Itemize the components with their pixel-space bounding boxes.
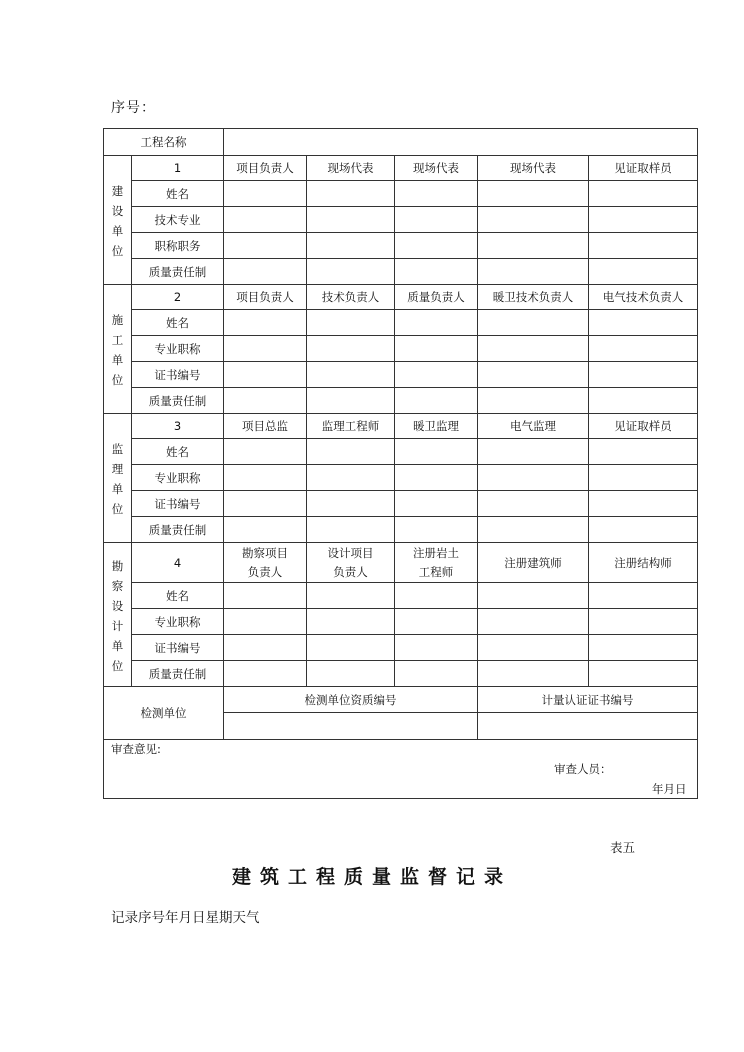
role-header: 现场代表 — [478, 156, 589, 181]
row-label: 姓名 — [132, 181, 224, 207]
input-cell[interactable] — [589, 609, 698, 635]
row-label: 证书编号 — [132, 491, 224, 517]
input-cell[interactable] — [589, 465, 698, 491]
input-cell[interactable] — [478, 388, 589, 414]
input-cell[interactable] — [307, 609, 395, 635]
section-char: 单 — [111, 224, 124, 238]
input-cell[interactable] — [589, 207, 698, 233]
input-cell[interactable] — [589, 661, 698, 687]
input-cell[interactable] — [224, 336, 307, 362]
input-cell[interactable] — [478, 181, 589, 207]
section-char: 监 — [111, 442, 124, 456]
review-opinion-label: 审查意见: — [111, 742, 161, 756]
row-label: 质量责任制 — [132, 661, 224, 687]
row-label: 职称职务 — [132, 233, 224, 259]
input-cell[interactable] — [589, 336, 698, 362]
input-cell[interactable] — [307, 661, 395, 687]
input-cell[interactable] — [307, 207, 395, 233]
row-label: 专业职称 — [132, 609, 224, 635]
table-row — [104, 465, 698, 491]
input-cell[interactable] — [395, 465, 478, 491]
record-info-line: 记录序号年月日星期天气 — [111, 910, 260, 926]
section-char: 设 — [111, 598, 124, 613]
input-cell[interactable] — [307, 635, 395, 661]
review-row — [104, 740, 698, 799]
input-cell[interactable] — [224, 388, 307, 414]
input-cell[interactable] — [307, 439, 395, 465]
input-cell[interactable] — [395, 388, 478, 414]
row-label: 技术专业 — [132, 207, 224, 233]
input-cell[interactable] — [224, 362, 307, 388]
table-row — [104, 336, 698, 362]
row-label: 质量责任制 — [132, 259, 224, 285]
role-header: 暖卫监理 — [395, 414, 478, 439]
role-line: 负责人 — [333, 565, 368, 579]
section-char: 单 — [111, 638, 124, 653]
testing-header-row — [104, 687, 698, 713]
input-cell[interactable] — [589, 583, 698, 609]
input-cell[interactable] — [589, 259, 698, 285]
section-char: 工 — [111, 333, 124, 347]
input-cell[interactable] — [395, 181, 478, 207]
survey-number: 4 — [132, 543, 224, 583]
input-cell[interactable] — [307, 388, 395, 414]
input-cell[interactable] — [224, 609, 307, 635]
survey-roles-row — [104, 543, 698, 583]
role-line: 负责人 — [247, 565, 283, 579]
input-cell[interactable] — [589, 439, 698, 465]
input-cell[interactable] — [224, 233, 307, 259]
input-cell[interactable] — [478, 583, 589, 609]
table-number: 表五 — [610, 840, 636, 855]
input-cell[interactable] — [307, 362, 395, 388]
section-char: 施 — [111, 313, 124, 327]
input-cell[interactable] — [307, 491, 395, 517]
role-header: 见证取样员 — [589, 414, 698, 439]
role-header: 注册结构师 — [589, 543, 698, 583]
survey-design-unit-label — [104, 543, 132, 687]
role-header: 项目负责人 — [224, 156, 307, 181]
input-cell[interactable] — [589, 517, 698, 543]
table-row — [104, 635, 698, 661]
input-cell[interactable] — [478, 609, 589, 635]
qualification-number-label: 检测单位资质编号 — [224, 687, 478, 713]
input-cell[interactable] — [224, 465, 307, 491]
role-header: 现场代表 — [307, 156, 395, 181]
table-row — [104, 517, 698, 543]
input-cell[interactable] — [224, 259, 307, 285]
row-label: 姓名 — [132, 583, 224, 609]
input-cell[interactable] — [589, 233, 698, 259]
section-char: 单 — [111, 353, 124, 367]
input-cell[interactable] — [589, 491, 698, 517]
table-row — [104, 207, 698, 233]
project-personnel-table — [103, 128, 698, 799]
table-row — [104, 661, 698, 687]
contractor-unit-label — [104, 285, 132, 414]
section-char: 位 — [111, 658, 124, 673]
input-cell[interactable] — [395, 661, 478, 687]
row-label: 姓名 — [132, 439, 224, 465]
input-cell[interactable] — [478, 233, 589, 259]
role-header: 见证取样员 — [589, 156, 698, 181]
section-char: 勘 — [111, 558, 124, 573]
role-header: 监理工程师 — [307, 414, 395, 439]
review-date-label: 年月日 — [652, 782, 687, 796]
table-row — [104, 181, 698, 207]
input-cell[interactable] — [395, 233, 478, 259]
section-char: 单 — [111, 482, 124, 496]
project-name-label: 工程名称 — [104, 129, 224, 156]
input-cell[interactable] — [478, 491, 589, 517]
table-row — [104, 491, 698, 517]
input-cell[interactable] — [224, 517, 307, 543]
input-cell[interactable] — [395, 362, 478, 388]
input-cell[interactable] — [589, 635, 698, 661]
table-row — [104, 310, 698, 336]
input-cell[interactable] — [589, 310, 698, 336]
section-char: 计 — [111, 618, 124, 633]
table-row — [104, 439, 698, 465]
input-cell[interactable] — [395, 259, 478, 285]
input-cell[interactable] — [478, 465, 589, 491]
input-cell[interactable] — [478, 661, 589, 687]
table-row — [104, 388, 698, 414]
role-header: 暖卫技术负责人 — [478, 285, 589, 310]
serial-number-label: 序号： — [111, 100, 156, 116]
contractor-roles-row — [104, 285, 698, 310]
input-cell[interactable] — [589, 362, 698, 388]
input-cell[interactable] — [224, 207, 307, 233]
input-cell[interactable] — [395, 439, 478, 465]
input-cell[interactable] — [589, 181, 698, 207]
input-cell[interactable] — [395, 517, 478, 543]
input-cell[interactable] — [224, 491, 307, 517]
row-label: 质量责任制 — [132, 388, 224, 414]
section-char: 位 — [111, 373, 124, 387]
role-header — [395, 543, 478, 583]
input-cell[interactable] — [224, 583, 307, 609]
input-cell[interactable] — [478, 517, 589, 543]
input-cell[interactable] — [478, 439, 589, 465]
input-cell[interactable] — [589, 388, 698, 414]
construction-unit-label — [104, 156, 132, 285]
role-header — [307, 543, 395, 583]
section-char: 察 — [111, 578, 124, 593]
input-cell[interactable] — [224, 181, 307, 207]
role-line: 工程师 — [418, 565, 454, 579]
construction-number: 1 — [132, 156, 224, 181]
row-label: 专业职称 — [132, 465, 224, 491]
input-cell[interactable] — [395, 635, 478, 661]
input-cell[interactable] — [478, 259, 589, 285]
input-cell[interactable] — [307, 517, 395, 543]
row-label: 专业职称 — [132, 336, 224, 362]
input-cell[interactable] — [478, 635, 589, 661]
section-char: 设 — [111, 204, 124, 218]
section-char: 位 — [111, 502, 124, 516]
project-name-row — [104, 129, 698, 156]
input-cell[interactable] — [307, 259, 395, 285]
role-header: 项目总监 — [224, 414, 307, 439]
table-row — [104, 259, 698, 285]
section-char: 理 — [111, 462, 124, 476]
role-header: 质量负责人 — [395, 285, 478, 310]
input-cell[interactable] — [224, 635, 307, 661]
role-header: 电气技术负责人 — [589, 285, 698, 310]
input-cell[interactable] — [307, 465, 395, 491]
row-label: 质量责任制 — [132, 517, 224, 543]
input-cell[interactable] — [307, 583, 395, 609]
input-cell[interactable] — [478, 310, 589, 336]
review-opinion-cell[interactable] — [104, 740, 698, 799]
reviewer-label: 审查人员： — [554, 762, 612, 776]
input-cell[interactable] — [395, 336, 478, 362]
input-cell[interactable] — [224, 439, 307, 465]
table-row — [104, 233, 698, 259]
section-char: 位 — [111, 244, 124, 258]
testing-unit-label: 检测单位 — [104, 687, 224, 740]
role-line: 注册岩土 — [413, 546, 459, 560]
input-cell[interactable] — [478, 336, 589, 362]
section-char: 建 — [111, 184, 124, 198]
role-line: 勘察项目 — [242, 546, 288, 560]
supervision-roles-row — [104, 414, 698, 439]
qualification-number-value[interactable] — [224, 713, 478, 740]
project-name-value[interactable] — [224, 129, 698, 156]
input-cell[interactable] — [224, 310, 307, 336]
role-line: 设计项目 — [327, 546, 374, 560]
table-row — [104, 583, 698, 609]
input-cell[interactable] — [224, 661, 307, 687]
construction-roles-row — [104, 156, 698, 181]
input-cell[interactable] — [395, 609, 478, 635]
metrology-cert-label: 计量认证证书编号 — [478, 687, 698, 713]
supervision-unit-label — [104, 414, 132, 543]
input-cell[interactable] — [307, 181, 395, 207]
input-cell[interactable] — [307, 310, 395, 336]
table-row — [104, 609, 698, 635]
input-cell[interactable] — [395, 310, 478, 336]
contractor-number: 2 — [132, 285, 224, 310]
role-header: 现场代表 — [395, 156, 478, 181]
row-label: 证书编号 — [132, 635, 224, 661]
role-header: 电气监理 — [478, 414, 589, 439]
page-title: 建筑工程质量监督记录 — [231, 866, 512, 888]
row-label: 姓名 — [132, 310, 224, 336]
row-label: 证书编号 — [132, 362, 224, 388]
input-cell[interactable] — [307, 233, 395, 259]
input-cell[interactable] — [307, 336, 395, 362]
role-header: 技术负责人 — [307, 285, 395, 310]
input-cell[interactable] — [395, 207, 478, 233]
input-cell[interactable] — [478, 362, 589, 388]
role-header — [224, 543, 307, 583]
role-header: 项目负责人 — [224, 285, 307, 310]
input-cell[interactable] — [395, 583, 478, 609]
role-header: 注册建筑师 — [478, 543, 589, 583]
metrology-cert-value[interactable] — [478, 713, 698, 740]
table-row — [104, 362, 698, 388]
input-cell[interactable] — [478, 207, 589, 233]
input-cell[interactable] — [395, 491, 478, 517]
supervision-number: 3 — [132, 414, 224, 439]
